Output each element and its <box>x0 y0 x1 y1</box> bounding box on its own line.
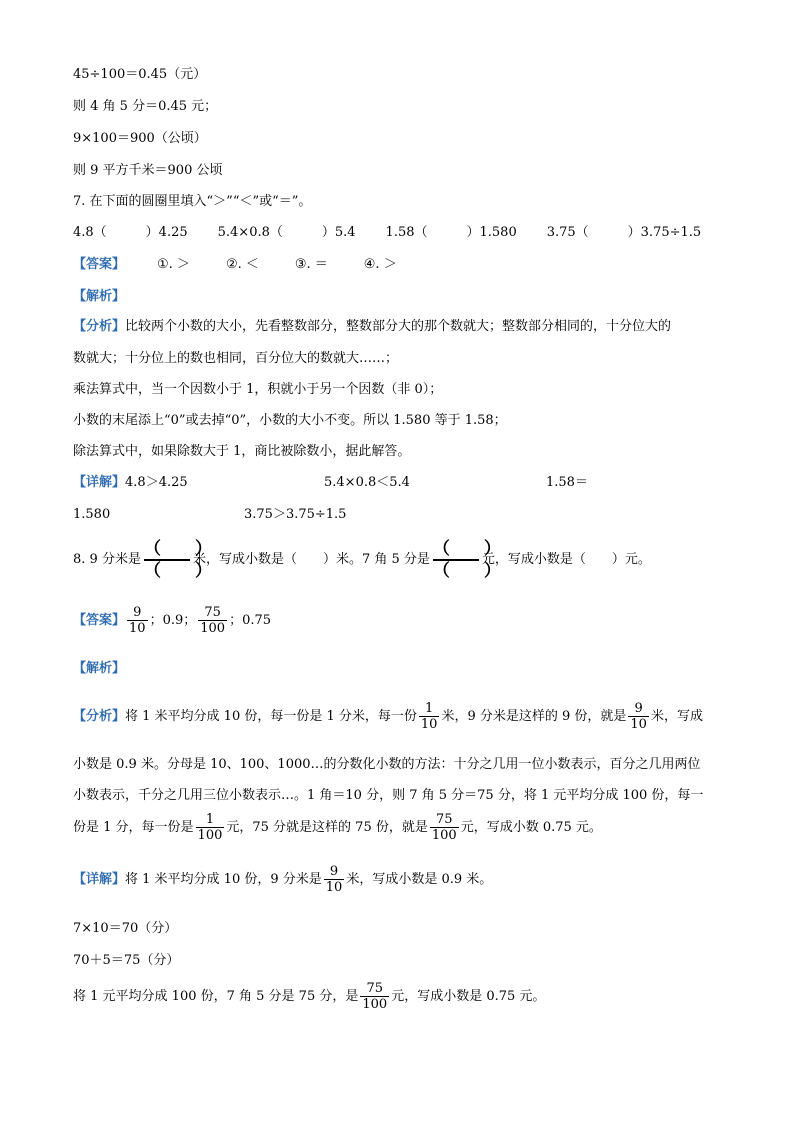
detail-8-x3: 70＋5＝75（分） <box>73 953 180 968</box>
q7-item-2: 5.4×0.8（ ）5.4 <box>217 225 356 240</box>
frac-den: 10 <box>420 717 438 732</box>
analysis7-p1-text: 比较两个小数的大小，先看整数部分，整数部分大的那个数就大；整数部分相同的，十分位大的 <box>125 319 672 334</box>
a4-fraction-2 <box>430 812 459 843</box>
analysis7-p1 <box>73 318 671 336</box>
x1-fraction <box>324 864 345 895</box>
detail7-3: 1.58＝ <box>546 475 588 490</box>
a1-fraction-1 <box>419 701 440 732</box>
q8-blank-den-1: （ ） <box>143 560 212 581</box>
frac-num: 9 <box>127 605 148 621</box>
analysis7-p4: 小数的末尾添上“0”或去掉“0”，小数的大小不变。所以 1.580 等于 1.58； <box>73 413 507 428</box>
a1c-text: 米，写成 <box>650 709 703 724</box>
analysis7-p3: 乘法算式中，当一个因数小于 1，积就小于另一个因数（非 0）； <box>73 382 443 397</box>
frac-num: 75 <box>198 605 227 621</box>
line-9x100: 9×100＝900（公顷） <box>73 131 207 146</box>
fenxi-tag: 【分析】 <box>73 319 126 334</box>
answer7-2: ②. ＜ <box>225 257 259 272</box>
detail-7-row1 <box>73 474 188 492</box>
frac-den: 10 <box>630 717 647 732</box>
frac-num: 75 <box>430 812 459 828</box>
q8-part-b: 米，写成小数是（ ）米。7 角 5 分是 <box>192 552 430 567</box>
xiangjie-tag: 【详解】 <box>73 475 126 490</box>
answer8-sep-1: ；0.9； <box>149 613 197 628</box>
x1-text: 将 1 米平均分成 10 份，9 分米是 <box>125 872 322 887</box>
frac-den: 100 <box>200 621 226 636</box>
a4-text: 份是 1 分，每一份是 <box>73 820 194 835</box>
frac-den: 10 <box>325 880 343 895</box>
frac-num: 1 <box>419 701 440 717</box>
xiangjie-tag-8: 【详解】 <box>73 872 126 887</box>
detail-8-x4 <box>73 977 545 1017</box>
q7-item-3: 1.58（ ）1.580 <box>385 225 517 240</box>
a1b-text: 米，9 分米是这样的 9 份，就是 <box>441 709 627 724</box>
analysis8-a2: 小数是 0.9 米。分母是 10、100、1000…的分数化小数的方法：十分之几用一位小数表示，百分之几用两位 <box>73 757 701 772</box>
x4-fraction <box>360 981 389 1012</box>
detail7-2: 5.4×0.8＜5.4 <box>324 475 410 490</box>
analysis-tag-7: 【解析】 <box>73 289 126 304</box>
q7-item-4: 3.75（ ）3.75÷1.5 <box>546 225 702 240</box>
question-8 <box>73 538 651 582</box>
detail7-5: 3.75＞3.75÷1.5 <box>244 507 347 522</box>
answer7-1: ①. ＞ <box>157 257 190 272</box>
frac-den: 10 <box>129 621 146 636</box>
frac-den: 100 <box>362 997 388 1012</box>
answer8-fraction-2 <box>198 605 227 636</box>
line-9-sq-km: 则 9 平方千米＝900 公顷 <box>73 163 223 178</box>
answer7-3: ③. ＝ <box>294 257 328 272</box>
frac-num: 9 <box>324 864 345 880</box>
frac-den: 100 <box>431 828 457 843</box>
frac-num: 1 <box>196 812 225 828</box>
answer-tag: 【答案】 <box>73 257 126 272</box>
line-4jiao5fen: 则 4 角 5 分＝0.45 元； <box>73 99 218 114</box>
detail-8-x1 <box>73 860 492 900</box>
question-7: 7. 在下面的圆圈里填入“＞”“＜”或“＝”。 <box>73 194 312 209</box>
q8-blank-num-2: （ ） <box>432 538 501 559</box>
a1-text: 将 1 米平均分成 10 份，每一份是 1 分米，每一份 <box>125 709 417 724</box>
answer-8 <box>73 601 271 641</box>
answer-7 <box>73 256 397 274</box>
a1-fraction-2 <box>628 701 649 732</box>
answer8-fraction-1 <box>127 605 148 636</box>
a4b-text: 元，75 分就是这样的 75 份，就是 <box>226 820 428 835</box>
detail7-4: 1.580 <box>73 507 111 522</box>
x4-text: 将 1 元平均分成 100 份，7 角 5 分是 75 分，是 <box>73 989 359 1004</box>
detail-8-x2: 7×10＝70（分） <box>73 921 178 936</box>
q8-part-a: 8. 9 分米是 <box>73 552 141 567</box>
frac-den: 100 <box>197 828 223 843</box>
frac-num: 9 <box>628 701 649 717</box>
analysis8-a3: 小数表示，千分之几用三位小数表示…。1 角＝10 分，则 7 角 5 分＝75 分，将 1 元平均分成 100 份，每一 <box>73 788 704 803</box>
line-45-div-100: 45÷100＝0.45（元） <box>73 67 207 82</box>
q7-item-1: 4.8（ ）4.25 <box>73 225 188 240</box>
analysis7-p2: 数就大；十分位上的数也相同，百分位大的数就大……； <box>73 351 399 366</box>
analysis8-a4 <box>73 808 602 848</box>
analysis8-a1 <box>73 697 703 737</box>
a4c-text: 元，写成小数 0.75 元。 <box>460 820 602 835</box>
detail7-1: 4.8＞4.25 <box>125 475 188 490</box>
analysis7-p5: 除法算式中，如果除数大于 1，商比被除数小，据此解答。 <box>73 444 411 459</box>
q8-blank-fraction-2 <box>432 538 501 581</box>
q8-part-c: 元，写成小数是（ ）元。 <box>481 552 651 567</box>
analysis-tag-8: 【解析】 <box>73 661 126 676</box>
a4-fraction-1 <box>196 812 225 843</box>
q8-blank-num-1: （ ） <box>143 538 212 559</box>
question-7-items <box>73 224 701 242</box>
q8-blank-fraction-1 <box>143 538 212 581</box>
fenxi-tag-8: 【分析】 <box>73 709 126 724</box>
frac-num: 75 <box>360 981 389 997</box>
answer7-4: ④. ＞ <box>363 257 397 272</box>
x1b-text: 米，写成小数是 0.9 米。 <box>346 872 493 887</box>
answer-tag-8: 【答案】 <box>73 613 126 628</box>
answer8-sep-2: ；0.75 <box>229 613 272 628</box>
q8-blank-den-2: （ ） <box>432 560 501 581</box>
x4b-text: 元，写成小数是 0.75 元。 <box>391 989 546 1004</box>
